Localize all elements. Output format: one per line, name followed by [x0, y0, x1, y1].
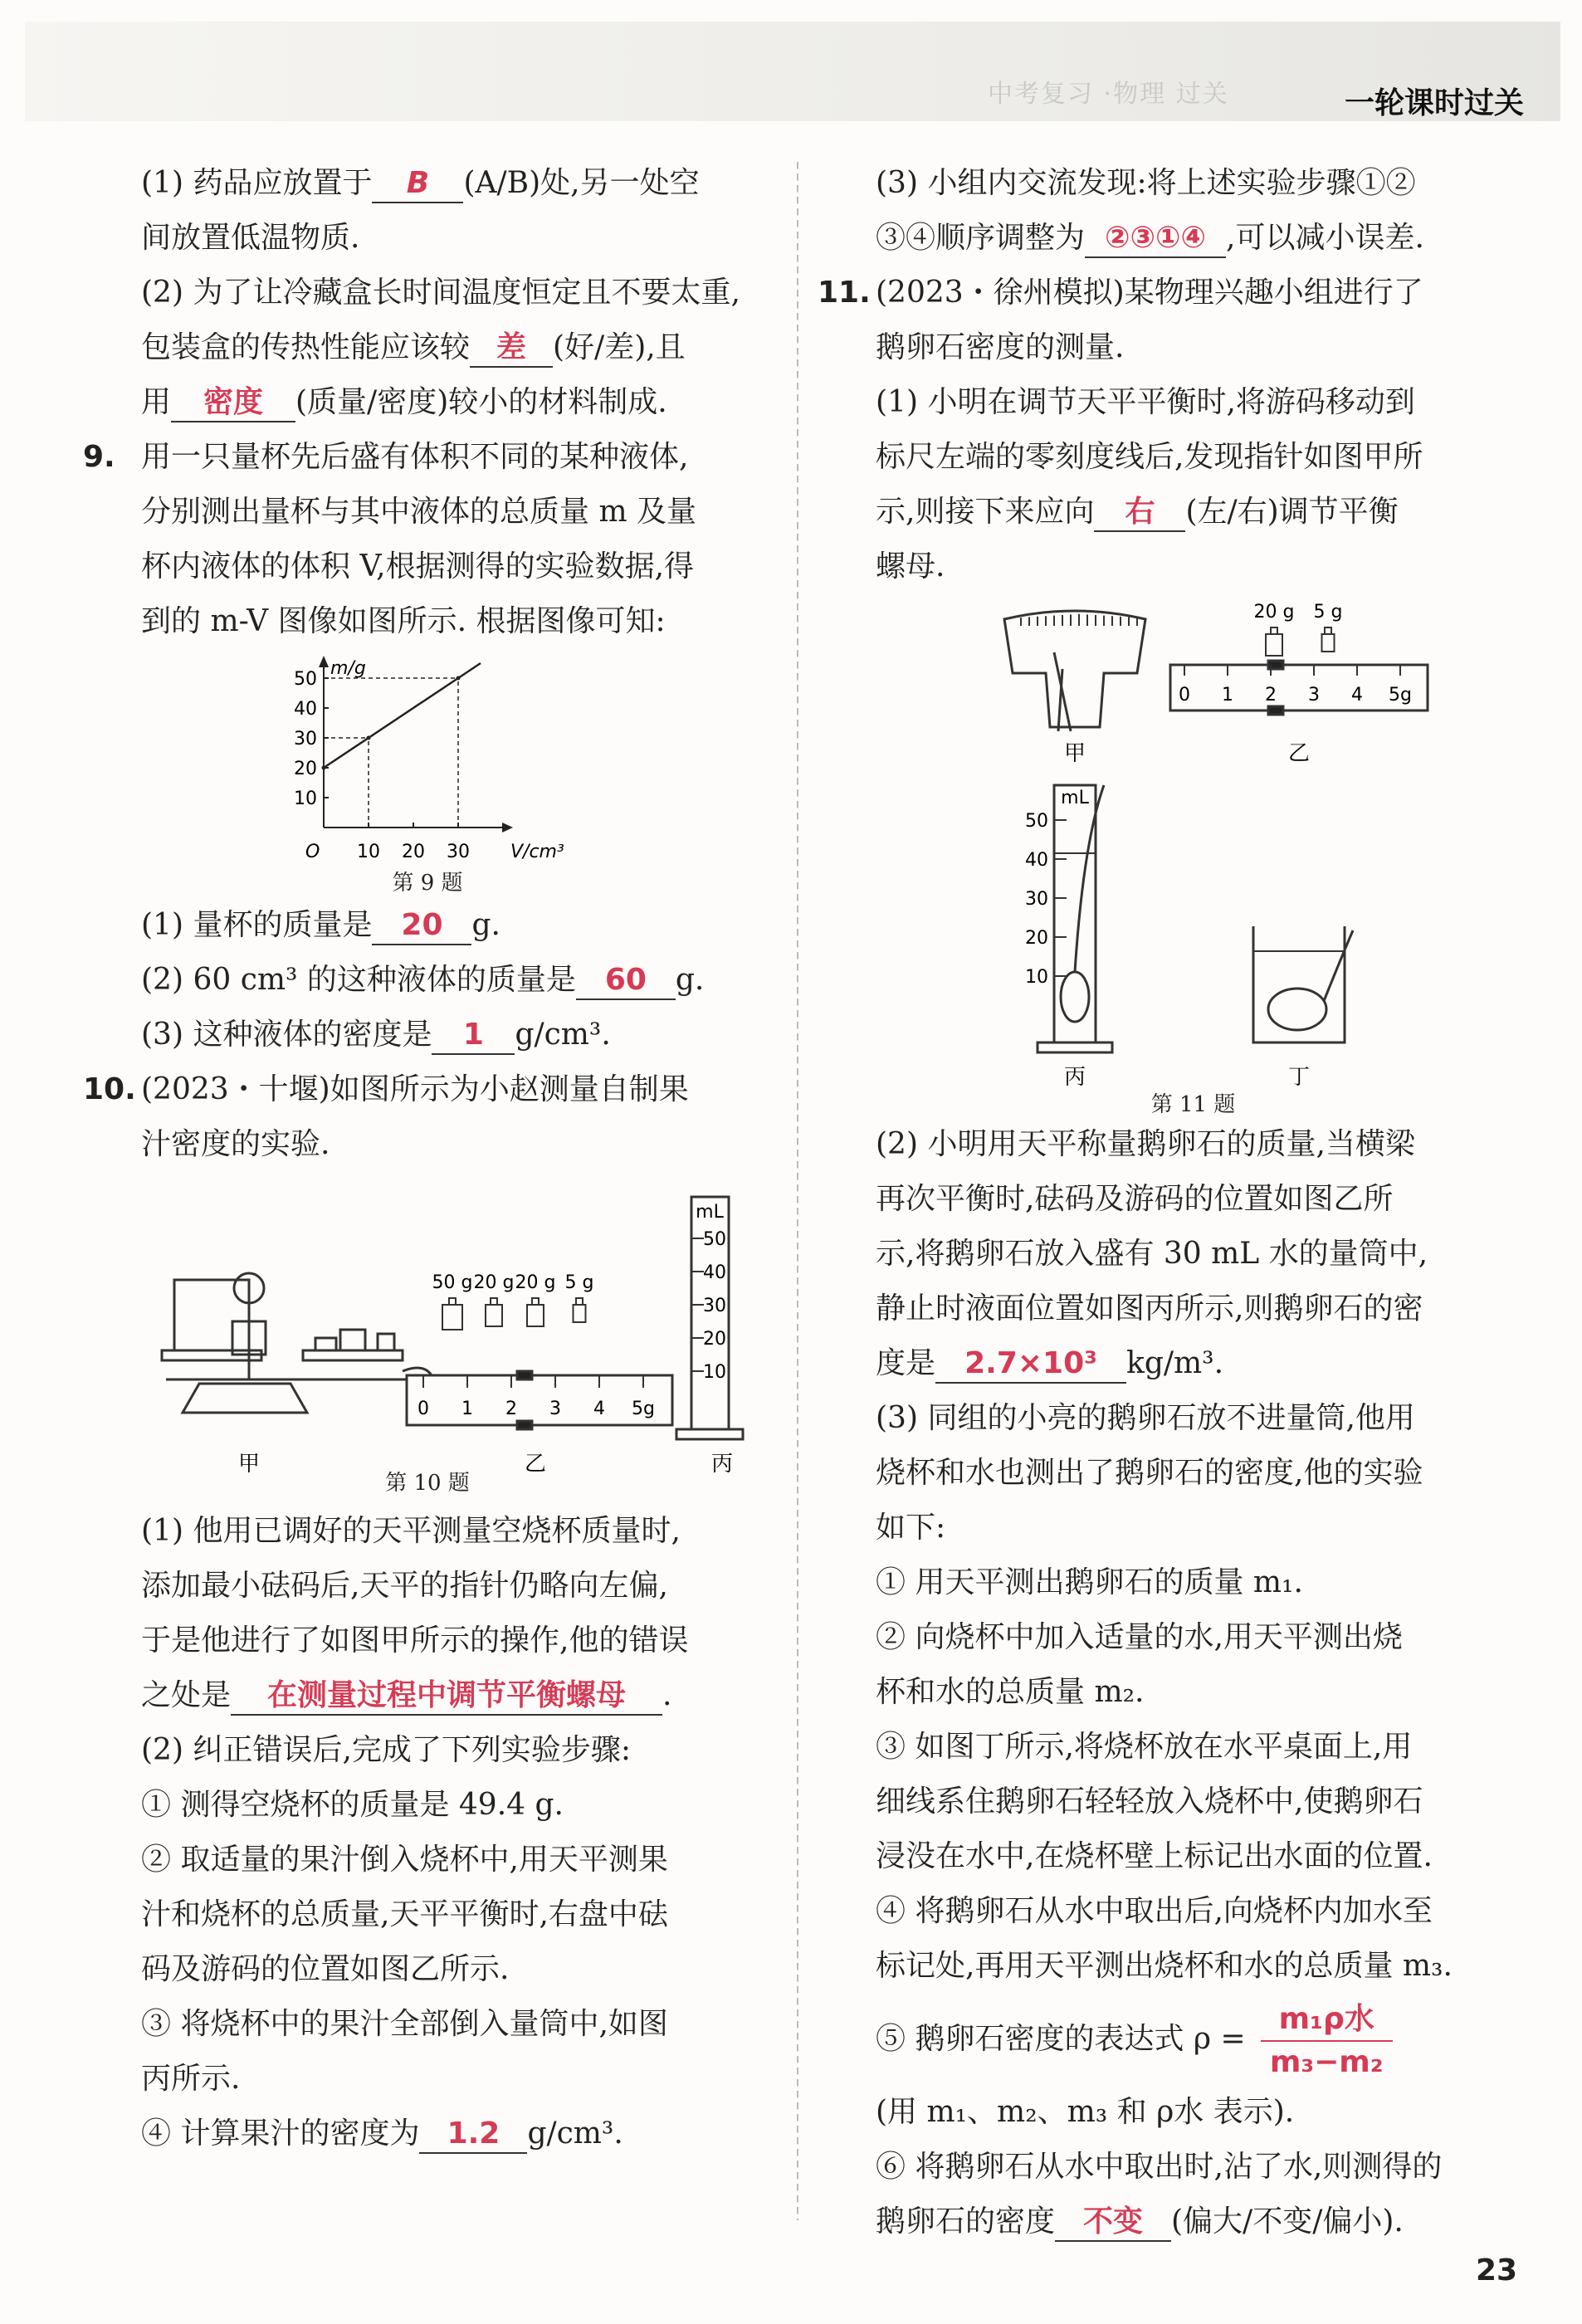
y-tick-label: 50: [294, 669, 317, 690]
label-ding: 丁: [1287, 1065, 1311, 1090]
text-line: 间放置低温物质.: [141, 221, 360, 255]
y-axis-arrow: [319, 656, 329, 667]
y-axis-label: m/g: [330, 658, 366, 679]
answer-blank: B: [372, 165, 463, 203]
text-line: (2023・十堰)如图所示为小赵测量自制果: [141, 1072, 689, 1106]
scale-label: 2: [1265, 685, 1277, 706]
weight-label: 20 g: [515, 1272, 556, 1293]
y-tick-label: 30: [294, 729, 317, 749]
scale-label: 3: [1308, 685, 1320, 706]
answer-blank: 密度: [171, 384, 295, 422]
answer-blank: 60: [576, 962, 676, 1000]
question-number: 10.: [83, 1072, 136, 1106]
text-line: 于是他进行了如图甲所示的操作,他的错误: [141, 1623, 689, 1658]
figure-caption: 第 11 题: [1150, 1092, 1236, 1117]
text-line: 分别测出量杯与其中液体的总质量 m 及量: [141, 495, 697, 529]
weight-icon: [486, 1305, 502, 1326]
figure-9: [83, 649, 772, 898]
answer-blank: 1: [432, 1017, 515, 1055]
text-line: 示,则接下来应向 右 (左/右)调节平衡: [876, 485, 1511, 540]
weight-label: 50 g: [432, 1272, 473, 1293]
text-line: 静止时液面位置如图丙所示,则鹅卵石的密: [876, 1291, 1423, 1326]
y-tick-label: 10: [294, 788, 317, 809]
x-tick-label: 30: [447, 842, 470, 862]
q9-2: (2) 60 cm³ 的这种液体的质量是 60 g.: [83, 953, 772, 1008]
header-ghost-text: 中考复习 ·物理 过关: [988, 80, 1229, 109]
page-number: 23: [1476, 2253, 1518, 2287]
step-6: ⑥ 将鹅卵石从水中取出时,沾了水,则测得的: [876, 2150, 1443, 2184]
scale-label: 3: [549, 1399, 561, 1419]
step-2: ② 取适量的果汁倒入烧杯中,用天平测果: [141, 1843, 668, 1877]
text-line: 汁和烧杯的总质量,天平平衡时,右盘中砝: [141, 1897, 668, 1931]
text-line: 烧杯和水也测出了鹅卵石的密度,他的实验: [876, 1456, 1423, 1490]
answer-blank: 右: [1094, 494, 1185, 532]
scale-label: 0: [1179, 685, 1190, 706]
answer-blank: 20: [372, 907, 471, 945]
cylinder-tick-label: 20: [1025, 928, 1048, 949]
step-4: ④ 计算果汁的密度为 1.2 g/cm³.: [83, 2107, 772, 2161]
question-9: [83, 430, 772, 649]
scale-label: 1: [461, 1399, 473, 1419]
header-tag: 一轮课时过关: [1345, 86, 1525, 120]
cylinder-tick-label: 50: [1025, 811, 1048, 832]
q10-2: (2) 纠正错误后,完成了下列实验步骤:: [141, 1733, 632, 1767]
text-line: 示,将鹅卵石放入盛有 30 mL 水的量筒中,: [876, 1237, 1428, 1271]
step-1: ① 测得空烧杯的质量是 49.4 g.: [141, 1788, 564, 1822]
scale-label: 4: [1351, 685, 1363, 706]
label-yi: 乙: [1287, 741, 1311, 766]
figure-caption: 第 9 题: [392, 871, 463, 896]
q11-2: (2) 小明用天平称量鹅卵石的质量,当横梁: [876, 1127, 1415, 1161]
text-line: 用 密度 (质量/密度)较小的材料制成.: [83, 375, 772, 430]
figure-11: [876, 594, 1511, 1117]
text-line: 到的 m-V 图像如图所示. 根据图像可知:: [141, 604, 666, 638]
fraction-numerator: m₁ρ水: [1261, 1999, 1393, 2042]
weight-icon: [574, 1305, 586, 1322]
cylinder-tick-label: 50: [703, 1229, 726, 1250]
text-line: 度是 2.7×10³ kg/m³.: [876, 1336, 1511, 1391]
text-line: 标尺左端的零刻度线后,发现指针如图甲所: [876, 440, 1423, 474]
label-bing: 丙: [1063, 1065, 1086, 1090]
answer-blank: ②③①④: [1085, 220, 1226, 258]
answer-blank: 1.2: [419, 2116, 527, 2154]
pointer-dial-jia: [1004, 611, 1145, 731]
balance-jia: [162, 1273, 432, 1413]
question-10: [83, 1062, 772, 1172]
answer-blank: 在测量过程中调节平衡螺母: [231, 1677, 662, 1716]
figure-10: [83, 1172, 772, 1504]
y-tick-label: 20: [294, 759, 317, 779]
text-line: 之处是 在测量过程中调节平衡螺母 .: [83, 1668, 772, 1723]
weight-icon: [1266, 634, 1282, 656]
question-number: 11.: [818, 276, 871, 310]
text-line: ③④顺序调整为 ②③①④ ,可以减小误差.: [876, 211, 1511, 266]
x-tick-label: 10: [357, 842, 380, 862]
question-11: [818, 266, 1511, 375]
text-line: 鹅卵石密度的测量.: [876, 330, 1125, 364]
text-line: (2023・徐州模拟)某物理兴趣小组进行了: [876, 276, 1423, 310]
figure-caption: 第 10 题: [385, 1471, 470, 1496]
q8-1: (1) 药品应放置于 B (A/B)处,另一处空: [83, 156, 772, 211]
text-line: 包装盒的传热性能应该较 差 (好/差),且: [83, 320, 772, 375]
text-line: 鹅卵石的密度 不变 (偏大/不变/偏小).: [876, 2195, 1511, 2249]
weight-label: 5 g: [1313, 602, 1343, 622]
cylinder-tick-label: 20: [703, 1329, 726, 1350]
fraction-denominator: m₃−m₂: [1269, 2045, 1384, 2079]
x-axis-arrow: [502, 823, 513, 832]
weight-icon: [527, 1305, 544, 1326]
mv-chart: [83, 649, 772, 873]
cylinder-tick-label: 10: [1025, 967, 1048, 988]
q9-3: (3) 这种液体的密度是 1 g/cm³.: [83, 1008, 772, 1062]
q8-2: (2) 为了让冷藏盒长时间温度恒定且不要太重,: [141, 276, 740, 310]
label-jia: 甲: [1063, 741, 1086, 766]
page-header: [25, 22, 1560, 121]
weight-label: 5 g: [564, 1272, 594, 1293]
text-line: 用一只量杯先后盛有体积不同的某种液体,: [141, 440, 689, 474]
q10-1: (1) 他用已调好的天平测量空烧杯质量时,: [141, 1514, 681, 1548]
weight-handle: [576, 1298, 583, 1305]
cylinder-unit: mL: [696, 1202, 724, 1223]
origin-label: O: [305, 842, 320, 862]
text-line: 细线系住鹅卵石轻轻放入烧杯中,使鹅卵石: [876, 1784, 1423, 1819]
right-column: [818, 156, 1511, 2249]
weight-icon: [442, 1305, 462, 1330]
cylinder-bing: [1038, 785, 1112, 1052]
cylinder-tick-label: 30: [1025, 889, 1048, 910]
cylinder-tick-label: 10: [703, 1362, 726, 1383]
weight-handle: [1271, 627, 1277, 634]
step-3: ③ 如图丁所示,将烧杯放在水平桌面上,用: [876, 1730, 1413, 1764]
figure-11-drawing: [876, 594, 1511, 1092]
q9-1: (1) 量杯的质量是 20 g.: [83, 898, 772, 953]
scale-label: 4: [593, 1399, 605, 1419]
text-line: 再次平衡时,砝码及游码的位置如图乙所: [876, 1182, 1394, 1216]
left-column: [83, 156, 772, 2161]
text-line: 码及游码的位置如图乙所示.: [141, 1952, 510, 1986]
text-line: 汁密度的实验.: [141, 1127, 330, 1161]
step-3: ③ 将烧杯中的果汁全部倒入量筒中,如图: [141, 2007, 668, 2041]
text-line: 螺母.: [876, 549, 945, 583]
q10-3: (3) 小组内交流发现:将上述实验步骤①②: [876, 166, 1416, 200]
cylinder-unit: mL: [1061, 788, 1089, 808]
column-divider: [797, 162, 798, 2220]
weight-handle: [449, 1298, 456, 1305]
text-line: 丙所示.: [141, 2062, 241, 2096]
text-line: 浸没在水中,在烧杯壁上标记出水面的位置.: [876, 1839, 1433, 1873]
scale-label: 0: [417, 1399, 429, 1419]
scale-label: 2: [505, 1399, 517, 1419]
scale-label: 5g: [632, 1399, 655, 1419]
y-tick-label: 40: [294, 699, 317, 720]
beaker-ding: [1253, 926, 1353, 1042]
step-5: ⑤ 鹅卵石密度的表达式 ρ = $\frac{\text{m₁ρ水}}{\text{m₃−m₂}}$: [876, 1994, 1511, 2085]
label-bing: 丙: [710, 1452, 734, 1477]
text-line: 杯和水的总质量 m₂.: [876, 1675, 1145, 1709]
weight-handle: [1325, 627, 1331, 634]
density-fraction: [1261, 1999, 1393, 2083]
data-point: [367, 736, 371, 740]
answer-blank: 差: [470, 330, 553, 368]
data-point: [322, 766, 326, 770]
text-line: 杯内液体的体积 V,根据测得的实验数据,得: [141, 549, 695, 583]
label-yi: 乙: [524, 1452, 547, 1477]
weight-handle: [491, 1298, 497, 1305]
scale-label: 1: [1222, 685, 1233, 706]
label-jia: 甲: [237, 1452, 261, 1477]
x-tick-label: 20: [402, 842, 425, 862]
text-line: 添加最小砝码后,天平的指针仍略向左偏,: [141, 1569, 668, 1603]
weight-label: 20 g: [473, 1272, 515, 1293]
weight-handle: [532, 1298, 539, 1305]
cylinder-tick-label: 30: [703, 1296, 726, 1316]
q11-1: (1) 小明在调节天平平衡时,将游码移动到: [876, 385, 1415, 419]
step-2: ② 向烧杯中加入适量的水,用天平测出烧: [876, 1620, 1403, 1654]
text-line: 如下:: [876, 1511, 946, 1545]
question-number: 9.: [83, 440, 115, 474]
answer-blank: 2.7×10³: [935, 1345, 1126, 1384]
figure-10-drawing: [83, 1172, 772, 1504]
text-line: 标记处,再用天平测出烧杯和水的总质量 m₃.: [876, 1949, 1453, 1983]
cylinder-tick-label: 40: [1025, 850, 1048, 871]
text-line: (用 m₁、m₂、m₃ 和 ρ水 表示).: [876, 2095, 1295, 2129]
weight-icon: [1322, 634, 1335, 652]
cylinder-tick-label: 40: [703, 1262, 726, 1283]
weight-label: 20 g: [1253, 602, 1295, 622]
step-4: ④ 将鹅卵石从水中取出后,向烧杯内加水至: [876, 1894, 1433, 1928]
scale-label: 5g: [1389, 685, 1412, 706]
x-axis-label: V/cm³: [510, 842, 564, 862]
data-point: [457, 676, 461, 681]
q11-3: (3) 同组的小亮的鹅卵石放不进量筒,他用: [876, 1401, 1415, 1435]
step-1: ① 用天平测出鹅卵石的质量 m₁.: [876, 1565, 1303, 1599]
answer-blank: 不变: [1055, 2204, 1171, 2242]
